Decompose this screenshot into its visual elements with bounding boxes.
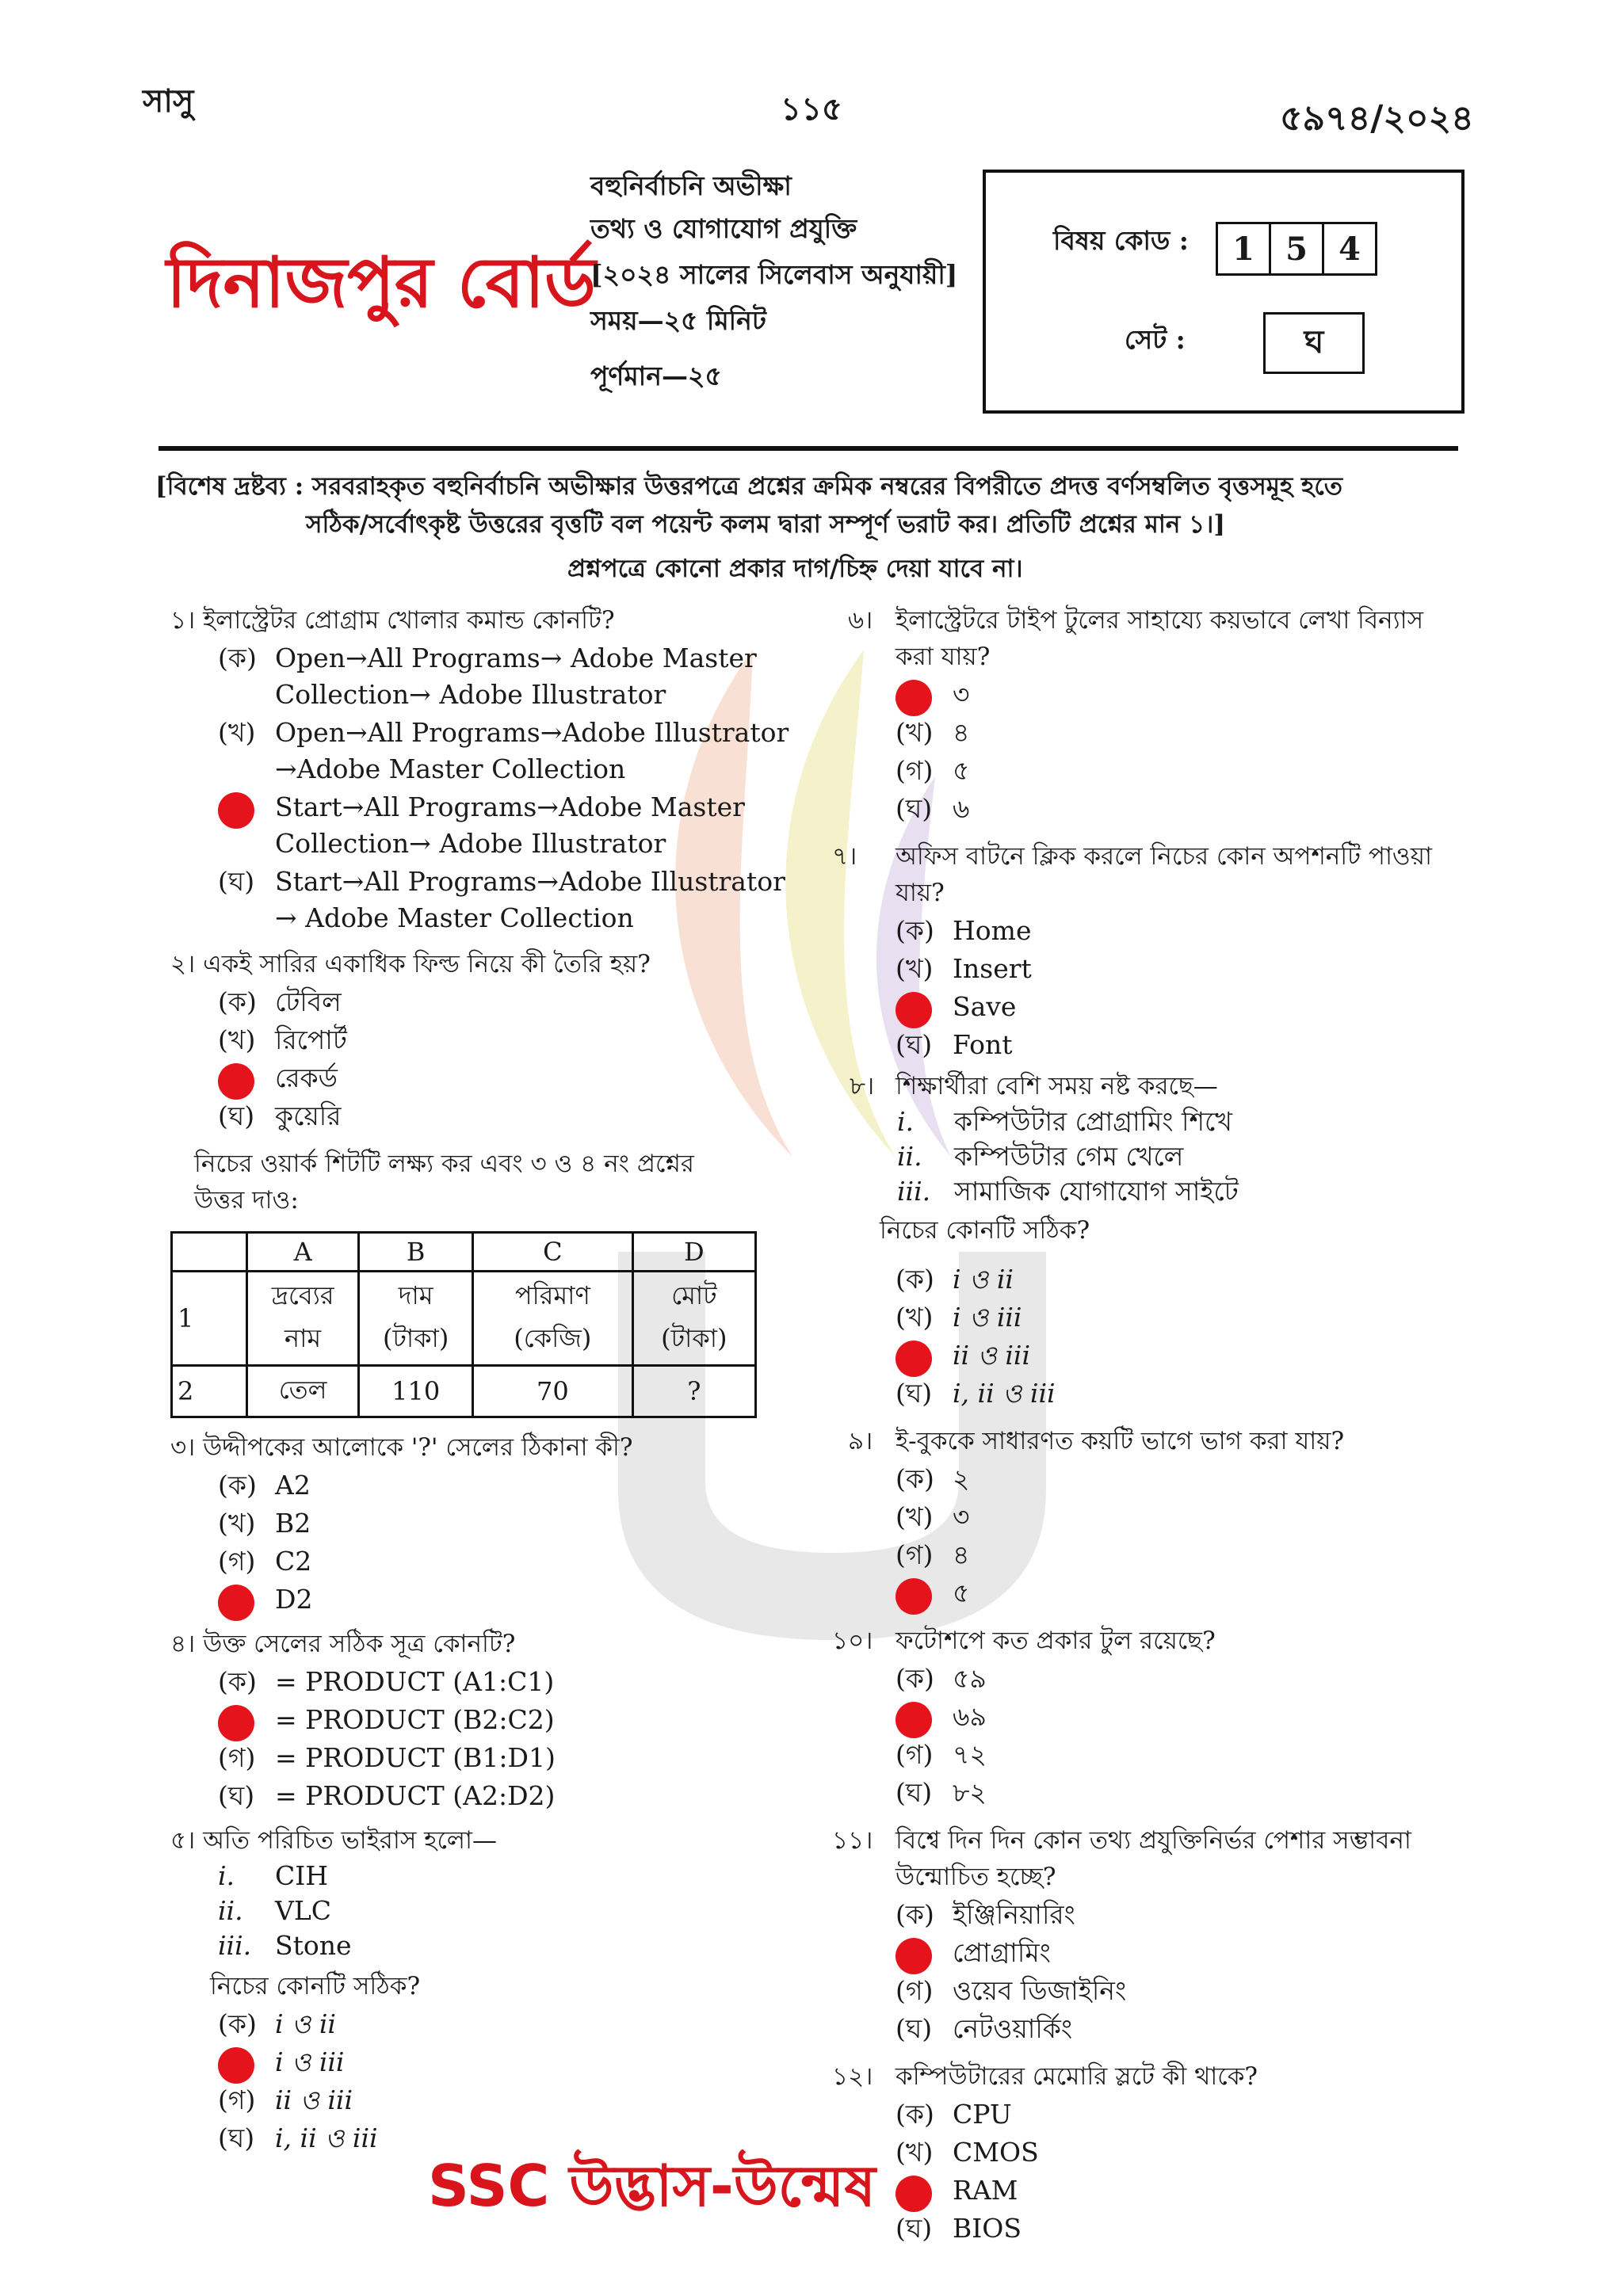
option-5-kha: i ও iii — [218, 2044, 796, 2081]
option-8-ka: (ক) i ও ii — [896, 1264, 1014, 1295]
option-1-kha: (খ) Open→All Programs→Adobe Illustrator →Adobe Master Collection — [218, 717, 789, 784]
exam-type: বহুনির্বাচনি অভীক্ষা — [590, 170, 792, 201]
answer-mark — [218, 1705, 254, 1741]
note-warning: প্রশ্নপত্রে কোনো প্রকার দাগ/চিহ্ন দেয়া যাবে না। — [567, 555, 1023, 583]
option-7-ga: Save — [896, 989, 1466, 1025]
option-6-gha: (ঘ) ৬ — [896, 793, 970, 824]
q3-options — [170, 1467, 796, 1618]
option-8-ga: ii ও iii — [896, 1337, 1466, 1374]
question-6: ৬। ইলাস্ট্রেটরে টাইপ টুলের সাহায্যে কয়ভাবে লেখা বিন্যাস করা যায়? — [848, 606, 1424, 671]
board-title: দিনাজপুর বোর্ড — [166, 242, 596, 323]
option-7-gha: (ঘ) Font — [896, 1029, 1013, 1060]
option-4-ga: (গ) = PRODUCT (B1:D1) — [218, 1742, 556, 1773]
q1-options — [170, 640, 796, 936]
question-2: ২। একই সারির একাধিক ফিল্ড নিয়ে কী তৈরি হয়? — [170, 950, 651, 978]
option-11-ka: (ক) ইঞ্জিনিয়ারিং — [896, 1899, 1075, 1930]
option-12-gha: (ঘ) BIOS — [896, 2213, 1022, 2244]
question-7: ৭। অফিস বাটনে ক্লিক করলে নিচের কোন অপশনটি পাওয়া যায়? — [832, 842, 1433, 907]
option-10-ka: (ক) ৫৯ — [896, 1663, 987, 1694]
answer-mark — [896, 1578, 932, 1615]
code-digit: 4 — [1338, 230, 1361, 268]
option-11-kha: প্রোগ্রামিং — [896, 1935, 1466, 1971]
question-4: ৪। উক্ত সেলের সঠিক সূত্র কোনটি? — [170, 1630, 516, 1658]
answer-mark — [896, 1938, 932, 1974]
answer-mark — [896, 1341, 932, 1377]
question-5: ৫। অতি পরিচিত ভাইরাস হলো— — [170, 1826, 497, 1855]
q8-which: নিচের কোনটি সঠিক? — [880, 1216, 1090, 1245]
statement: iii. সামাজিক যোগাযোগ সাইটে — [897, 1176, 1239, 1207]
answer-mark — [896, 680, 932, 716]
table-row: 1 দ্রব্যের নাম দাম (টাকা) পরিমাণ (কেজি) মোট (টাকা) — [172, 1272, 756, 1366]
exam-marks: পূর্ণমান—২৫ — [590, 360, 722, 391]
option-4-kha: = PRODUCT (B2:C2) — [218, 1702, 796, 1738]
set-value: ঘ — [1263, 312, 1365, 374]
code-digit: 5 — [1271, 224, 1324, 273]
q4-options — [170, 1664, 796, 1814]
left-column — [170, 602, 796, 2158]
q11-options — [832, 1897, 1466, 2047]
code-digit: 1 — [1218, 224, 1271, 273]
question-10: ১০। ফটোশপে কত প্রকার টুল রয়েছে? — [832, 1627, 1216, 1655]
option-9-ka: (ক) ২ — [896, 1463, 970, 1494]
divider — [158, 446, 1458, 451]
option-12-ga: RAM — [896, 2172, 1466, 2209]
option-8-gha: (ঘ) i, ii ও iii — [896, 1378, 1056, 1409]
option-2-ga: রেকর্ড — [218, 1060, 796, 1097]
question-3: ৩। উদ্দীপকের আলোকে '?' সেলের ঠিকানা কী? — [170, 1433, 633, 1462]
q6-options — [832, 677, 1466, 827]
option-5-ka: (ক) i ও ii — [218, 2008, 336, 2039]
exam-info — [590, 157, 957, 406]
statement: i. কম্পিউটার প্রোগ্রামিং শিখে — [897, 1106, 1232, 1137]
statement: i. CIH — [218, 1860, 329, 1891]
option-7-kha: (খ) Insert — [896, 953, 1032, 984]
option-5-gha: (ঘ) i, ii ও iii — [218, 2122, 378, 2153]
q5-statements — [170, 1859, 796, 1963]
answer-mark — [896, 2176, 932, 2212]
option-6-ka: ৩ — [896, 677, 1466, 713]
q5-options — [170, 2006, 796, 2157]
page-number: ১১৫ — [781, 90, 842, 128]
stimulus-text: নিচের ওয়ার্ক শিটটি লক্ষ্য কর এবং ৩ ও ৪ নং প্রশ্নের উত্তর দাও: — [194, 1150, 694, 1215]
worksheet-table — [170, 1231, 757, 1418]
answer-mark — [218, 792, 254, 829]
option-1-ga: Start→All Programs→Adobe Master Collection→ Adobe Illustrator — [218, 789, 796, 862]
option-1-gha: (ঘ) Start→All Programs→Adobe Illustrator → Adobe Master Collection — [218, 866, 785, 933]
q7-options — [832, 913, 1466, 1063]
option-7-ka: (ক) Home — [896, 915, 1032, 946]
right-column — [832, 602, 1466, 2248]
code-box — [983, 170, 1465, 414]
option-6-ga: (গ) ৫ — [896, 755, 970, 786]
answer-mark — [896, 992, 932, 1028]
option-1-ka: (ক) Open→All Programs→ Adobe Master Collection→ Adobe Illustrator — [218, 643, 757, 710]
option-2-kha: (খ) রিপোর্ট — [218, 1024, 347, 1055]
statement: ii. VLC — [218, 1895, 331, 1926]
instruction-note — [155, 467, 1471, 588]
option-6-kha: (খ) ৪ — [896, 717, 970, 748]
option-11-ga: (গ) ওয়েব ডিজাইনিং — [896, 1975, 1127, 2006]
exam-subject: তথ্য ও যোগাযোগ প্রযুক্তি — [590, 213, 857, 244]
note-line1: [বিশেষ দ্রষ্টব্য : সরবরাহকৃত বহুনির্বাচনি অভীক্ষার উত্তরপত্রে প্রশ্নের ক্রমিক নম্বরের বিপরীতে প্রদত্ত বর্ণসম্বলিত বৃত্তসমূহ হতে — [155, 472, 1343, 501]
option-4-gha: (ঘ) = PRODUCT (A2:D2) — [218, 1780, 556, 1811]
statement: ii. কম্পিউটার গেম খেলে — [897, 1141, 1184, 1172]
q9-options — [832, 1461, 1466, 1611]
subject-code-label: বিষয় কোড : — [1053, 225, 1189, 256]
exam-time: সময়—২৫ মিনিট — [590, 305, 766, 336]
q12-options — [832, 2096, 1466, 2247]
option-12-ka: (ক) CPU — [896, 2099, 1012, 2130]
question-9: ৯। ই-বুককে সাধারণত কয়টি ভাগে ভাগ করা যায়? — [848, 1427, 1345, 1455]
q2-options — [170, 984, 796, 1135]
table-row: A B C D — [172, 1233, 756, 1272]
option-12-kha: (খ) CMOS — [896, 2137, 1039, 2168]
question-8: ৮। শিক্ষার্থীরা বেশি সময় নষ্ট করছে— — [850, 1072, 1218, 1100]
answer-mark — [218, 1585, 254, 1621]
header-left-code: সাসু — [143, 82, 194, 120]
subject-code-digits — [1216, 222, 1377, 276]
footer-brand: SSC উদ্ভাস-উন্মেষ — [428, 2153, 876, 2219]
option-8-kha: (খ) i ও iii — [896, 1302, 1022, 1333]
q8-options — [832, 1261, 1466, 1412]
question-12: ১২। কম্পিউটারের মেমোরি স্লটে কী থাকে? — [832, 2062, 1258, 2091]
option-9-gha: ৫ — [896, 1575, 1466, 1611]
question-11: ১১। বিশ্বে দিন দিন কোন তথ্য প্রযুক্তিনির্ভর পেশার সম্ভাবনা উন্মোচিত হচ্ছে? — [832, 1826, 1411, 1891]
option-2-gha: (ঘ) কুয়েরি — [218, 1100, 342, 1131]
q5-which: নিচের কোনটি সঠিক? — [210, 1972, 421, 2000]
q10-options — [832, 1661, 1466, 1811]
option-11-gha: (ঘ) নেটওয়ার্কিং — [896, 2013, 1073, 2044]
question-code: ৫৯৭৪/২০২৪ — [1280, 98, 1474, 139]
table-row: 2 তেল 110 70 ? — [172, 1366, 756, 1417]
option-9-ga: (গ) ৪ — [896, 1539, 970, 1570]
option-9-kha: (খ) ৩ — [896, 1501, 970, 1532]
statement: iii. Stone — [218, 1930, 352, 1961]
answer-mark — [218, 2047, 254, 2084]
exam-syllabus: [২০২৪ সালের সিলেবাস অনুযায়ী] — [590, 259, 958, 290]
option-2-ka: (ক) টেবিল — [218, 986, 342, 1017]
option-10-kha: ৬৯ — [896, 1699, 1466, 1735]
option-3-gha: D2 — [218, 1581, 796, 1618]
option-3-ka: (ক) A2 — [218, 1470, 311, 1501]
option-5-ga: (গ) ii ও iii — [218, 2084, 353, 2115]
answer-mark — [218, 1063, 254, 1100]
note-line2: সঠিক/সর্বোৎকৃষ্ট উত্তরের বৃত্তটি বল পয়েন্ট কলম দ্বারা সম্পূর্ণ ভরাট কর। প্রতিটি প্রশ্নের মান ১।] — [306, 510, 1226, 539]
question-1: ১। ইলাস্ট্রেটর প্রোগ্রাম খোলার কমান্ড কোনটি? — [170, 606, 615, 635]
answer-mark — [896, 1702, 932, 1738]
option-10-ga: (গ) ৭২ — [896, 1739, 987, 1770]
option-3-ga: (গ) C2 — [218, 1546, 312, 1577]
option-3-kha: (খ) B2 — [218, 1508, 311, 1539]
q8-statements — [832, 1104, 1466, 1209]
set-label: সেট : — [1125, 324, 1186, 355]
option-4-ka: (ক) = PRODUCT (A1:C1) — [218, 1666, 555, 1697]
option-10-gha: (ঘ) ৮২ — [896, 1777, 987, 1808]
